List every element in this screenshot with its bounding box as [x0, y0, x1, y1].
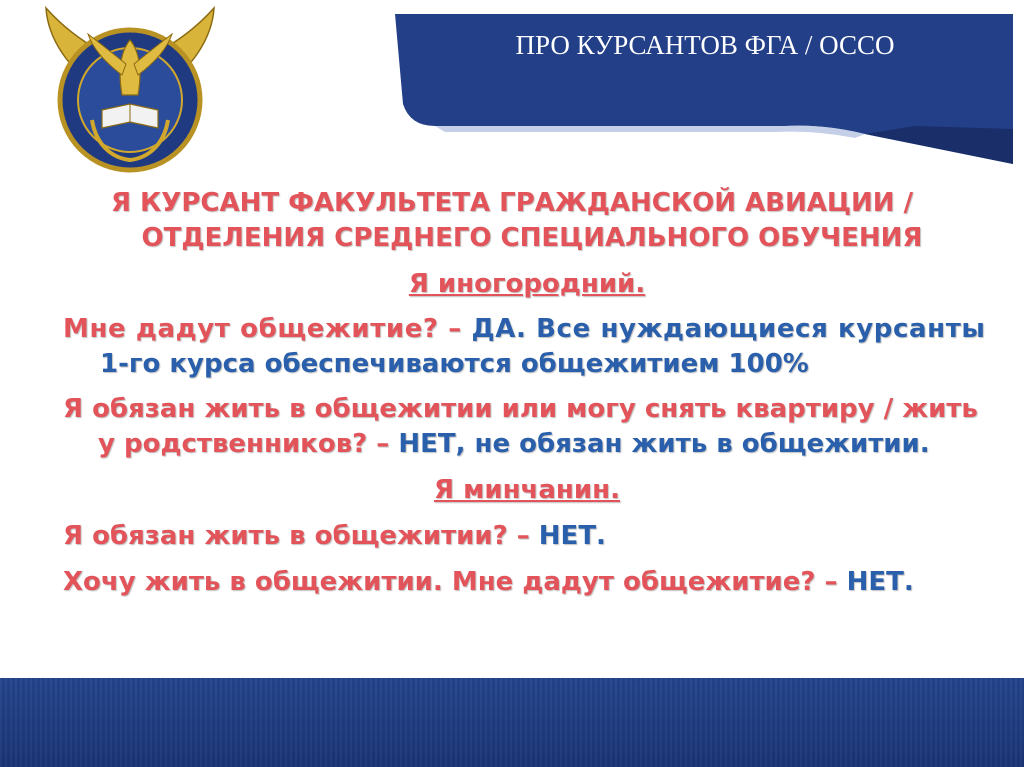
academy-emblem-icon — [40, 0, 220, 175]
answer-4-text: НЕТ. — [846, 567, 914, 597]
subheading-minsk-resident: Я минчанин. — [434, 475, 620, 505]
question-3 — [0, 519, 1024, 554]
main-content — [0, 186, 1024, 600]
heading-line-2: ОТДЕЛЕНИЯ СРЕДНЕГО СПЕЦИАЛЬНОГО ОБУЧЕНИЯ — [141, 223, 923, 253]
subheading-nonresident: Я иногородний. — [408, 269, 646, 299]
question-4 — [0, 565, 1024, 600]
question-2-text-2: у родственников? – — [98, 429, 399, 459]
question-2-continuation — [0, 427, 1024, 462]
question-3-text: Я обязан жить в общежитии? – — [63, 521, 539, 551]
answer-3-text: НЕТ. — [538, 521, 606, 551]
question-1 — [0, 312, 1024, 347]
question-1-text: Мне дадут общежитие? – — [63, 314, 472, 344]
answer-1-text: ДА. Все нуждающиеся курсанты — [471, 314, 986, 344]
answer-2-text: НЕТ, не обязан жить в общежитии. — [398, 429, 930, 459]
question-2: Я обязан жить в общежитии или могу снять квартиру / жить — [63, 394, 978, 424]
answer-1-continuation: 1-го курса обеспечиваются общежитием 100% — [100, 349, 809, 379]
heading-line-1: Я КУРСАНТ ФАКУЛЬТЕТА ГРАЖДАНСКОЙ АВИАЦИИ / — [110, 188, 914, 218]
footer-band — [0, 678, 1024, 767]
page-title: ПРО КУРСАНТОВ ФГА / ОССО — [515, 30, 895, 60]
question-4-text: Хочу жить в общежитии. Мне дадут общежитие? – — [63, 567, 847, 597]
